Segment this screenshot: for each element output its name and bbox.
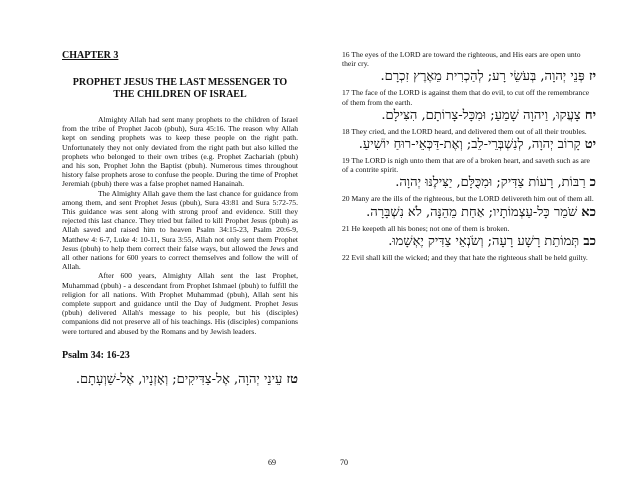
english-verse: 22 Evil shall kill the wicked; and they that hate the righteous shall be held guilty. (342, 252, 588, 262)
verse-block (342, 156, 596, 191)
hebrew-verse-number: כא (581, 204, 596, 220)
hebrew-verse (342, 174, 596, 191)
hebrew-verse (342, 136, 596, 153)
hebrew-verse-number: יז (588, 69, 596, 85)
verse-block (342, 88, 596, 123)
english-verse: 18 They cried, and the LORD heard, and delivered them out of all their troubles. (342, 126, 587, 136)
chapter-heading: PROPHET JESUS THE LAST MESSENGER TO THE CHILDREN OF ISRAEL (72, 77, 288, 100)
verse-block (342, 253, 596, 262)
hebrew-verse-text: צָעֲקוּ, וַיהוָה שָׁמֵעַ; וּמִכָּל-צָרוֹתָם, הִצִּילָם. (381, 107, 581, 123)
verse-block (342, 127, 596, 153)
hebrew-verse-text: פְּנֵי יְהוָה, בְּעֹשֵׂי רָע; לְהַכְרִית מֵאֶרֶץ זִכְרָם. (380, 69, 585, 85)
english-verse: 16 The eyes of the LORD are toward the righteous, and His ears are open unto their cry. (342, 50, 581, 69)
hebrew-verse (342, 107, 596, 124)
page-number-right: 70 (340, 458, 348, 467)
hebrew-verse-text: שֹׁמֵר כָּל-עַצְמוֹתָיו; אַחַת מֵהֵנָּה, לֹא נִשְׁבָּרָה. (366, 204, 578, 220)
hebrew-verse-16-number: טז (286, 371, 298, 387)
paragraph-2: The Almighty Allah gave them the last chance for guidance from among them, and sent Prophet Jesus (pbuh), Sura 43:81 and Sura 5:72-75. This guidance was sent along with strong proof and evidence. Still they rejected this last chance. They tried but failed to kill Prophet Jesus (pbuh) as Allah saved and raised him to heaven Psalm 34:15-23, Psalm 20:6-9, Matthew 4: 6-7, Luke 4: 10-11, Sura 3:55, Allah not only sent them Prophet Jesus (pbuh) to help them correct their false ways, but allowed the Jews and all other nations for 600 years to correct themselves and follow the will of Allah. (62, 188, 298, 272)
english-verse: 19 The LORD is nigh unto them that are of a broken heart, and saveth such as are of a contrite spirit. (342, 156, 590, 175)
hebrew-verse-number: יט (584, 137, 596, 153)
hebrew-verse-text: רַבּוֹת, רָעוֹת צַדִּיק; וּמִכֻּלָּם, יַצִּילֶנּוּ יְהוָה. (395, 175, 586, 191)
hebrew-verse-number: כב (583, 233, 596, 249)
english-verse: 20 Many are the ills of the righteous, but the LORD delivereth him out of them all. (342, 194, 594, 204)
hebrew-verse-text: קָרוֹב יְהוָה, לְנִשְׁבְּרֵי-לֵב; וְאֶת-דַּכְּאֵי-רוּחַ יוֹשִׁיעַ. (358, 137, 581, 153)
hebrew-verse-16 (62, 371, 298, 388)
hebrew-verse-text: תְּמוֹתֵת רָשָׁע רָעָה; וְשֹׂנְאֵי צַדִּיק יֶאְשָׁמוּ. (388, 233, 580, 249)
verse-block (342, 224, 596, 250)
psalm-heading: Psalm 34: 16-23 (62, 349, 130, 361)
english-verse: 21 He keepeth all his bones; not one of them is broken. (342, 223, 510, 233)
hebrew-verse-number: יח (584, 107, 596, 123)
chapter-title: CHAPTER 3 (62, 50, 119, 61)
hebrew-verse (342, 204, 596, 221)
hebrew-verse-number: כ (589, 175, 596, 191)
page-number-left: 69 (268, 458, 276, 467)
hebrew-verse (342, 233, 596, 250)
right-page (320, 0, 640, 495)
verse-block (342, 194, 596, 220)
english-verse: 17 The face of the LORD is against them that do evil, to cut off the remembrance of them from the earth. (342, 88, 590, 107)
paragraph-3: After 600 years, Almighty Allah sent the last Prophet, Muhammad (pbuh) - a descendant from Prophet Ishmael (pbuh) to fulfill the religion for all nations. With Prophet Muhammad (pbuh), Allah sent his complete support and guidance until the Day of Judgment. Prophet Jesus (pbuh) delivered Allah's message to his people, but his (disciples) companions did not preserve all of his teachings. His (disciples) companions were tortured and abused by the Romans and by Jewish leaders. (62, 271, 298, 336)
paragraph-1: Almighty Allah had sent many prophets to the children of Israel from the tribe of Prophet Jacob (pbuh), Sura 45:16. The reason why Allah kept on sending prophets was to keep these people on the right path. Unfortunately they not only deviated from the right path but also killed the prophets who belonged to their own tribes (e.g. Prophet Zachariah (pbuh) and his son, Prophet John the Baptist (pbuh). Numerous times throughout history false prophets arose to confuse the people. During the time of Prophet Jeremiah (pbuh) there was a false prophet named Hanainah. (62, 115, 298, 189)
hebrew-verse-16-text: עֵינֵי יְהוָה, אֶל-צַדִּיקִים; וְאָזְנָיו, אֶל-שַׁוְעָתָם. (75, 371, 283, 387)
hebrew-verse (342, 68, 596, 85)
verse-block (342, 50, 596, 85)
